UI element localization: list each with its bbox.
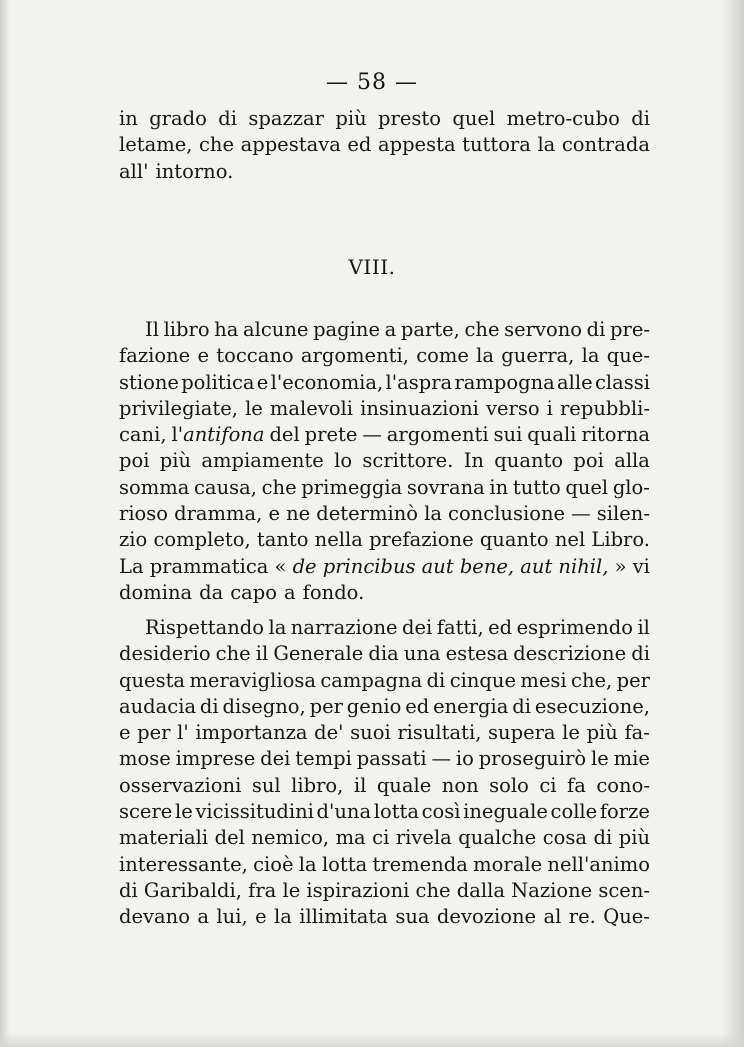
word: lui, bbox=[216, 905, 248, 929]
word: interessante, bbox=[119, 852, 248, 876]
word: che bbox=[464, 318, 500, 341]
word: prete bbox=[304, 423, 358, 447]
word: genio bbox=[346, 694, 402, 718]
word: alle bbox=[557, 370, 593, 394]
word: del bbox=[269, 423, 300, 447]
word: Libro. bbox=[591, 528, 650, 552]
word: argomenti bbox=[386, 423, 489, 447]
opening-text-block bbox=[119, 106, 650, 185]
word: che, bbox=[571, 668, 613, 692]
word: io bbox=[455, 747, 474, 771]
word: il bbox=[255, 642, 269, 666]
word: più bbox=[586, 721, 618, 745]
word: pre- bbox=[610, 318, 650, 341]
word: aut bbox=[421, 554, 454, 578]
text-line bbox=[119, 878, 650, 904]
word: nihil, bbox=[558, 554, 609, 578]
word: imprese bbox=[175, 747, 256, 771]
word: ed bbox=[347, 133, 372, 157]
word: que- bbox=[606, 344, 650, 368]
word: fazione bbox=[119, 344, 191, 368]
word: ed bbox=[405, 694, 430, 718]
word: e bbox=[255, 905, 267, 929]
word: contrada bbox=[561, 133, 650, 157]
word: dalla bbox=[456, 878, 505, 902]
word: per bbox=[309, 694, 343, 718]
word: cono- bbox=[596, 773, 650, 797]
word: scere bbox=[119, 800, 173, 824]
word: che bbox=[261, 475, 297, 499]
word: quali bbox=[527, 423, 577, 447]
word: lotta bbox=[373, 800, 420, 824]
text-line bbox=[119, 475, 650, 501]
word: tempi bbox=[295, 747, 352, 771]
word: pagine bbox=[313, 318, 380, 341]
word: solo bbox=[489, 773, 529, 797]
word: esprimendo bbox=[516, 616, 633, 639]
page-edge-bottom bbox=[0, 1033, 744, 1047]
word: mie bbox=[613, 747, 650, 771]
word: appestava bbox=[240, 133, 341, 157]
word: Il bbox=[145, 318, 159, 341]
word: nel bbox=[554, 528, 586, 552]
word: » bbox=[614, 554, 627, 578]
word: per bbox=[616, 668, 650, 692]
word: a bbox=[284, 580, 296, 604]
word: ispirazioni bbox=[306, 878, 410, 902]
word: di bbox=[593, 826, 613, 850]
word: tuttora bbox=[462, 133, 531, 157]
text-line bbox=[119, 773, 650, 799]
word: passati bbox=[356, 747, 427, 771]
word: nell'animo bbox=[547, 852, 650, 876]
word: di bbox=[426, 668, 446, 692]
word: fa- bbox=[624, 721, 650, 745]
word: dei bbox=[402, 616, 433, 639]
word: tutto bbox=[512, 475, 561, 499]
word: verso bbox=[485, 396, 540, 420]
word: più bbox=[618, 826, 650, 850]
word: più bbox=[159, 449, 192, 473]
word: di bbox=[218, 107, 237, 130]
text-line bbox=[119, 825, 650, 851]
word: suoi bbox=[350, 721, 391, 745]
word: grado bbox=[149, 107, 207, 130]
word: alcune bbox=[243, 318, 309, 341]
word: primeggia bbox=[301, 475, 403, 499]
word: sul bbox=[251, 773, 281, 797]
word: Que- bbox=[603, 905, 650, 929]
word: — bbox=[431, 747, 451, 771]
word: al bbox=[543, 905, 562, 929]
word: ci bbox=[372, 826, 390, 850]
word: dramma, bbox=[174, 502, 263, 526]
text-line bbox=[119, 852, 650, 878]
word: de' bbox=[314, 721, 344, 745]
text-line bbox=[119, 501, 650, 527]
word: più bbox=[335, 107, 367, 130]
word: illimitata bbox=[299, 905, 388, 929]
word: princibus bbox=[322, 554, 416, 578]
word: servono bbox=[504, 318, 583, 341]
word: dei bbox=[260, 747, 291, 771]
text-line bbox=[119, 746, 650, 772]
text-line bbox=[119, 554, 650, 580]
word: l'antifona bbox=[171, 423, 265, 447]
word: domina bbox=[119, 580, 193, 604]
word: devozione bbox=[436, 905, 537, 929]
page-number: — 58 — bbox=[326, 70, 418, 95]
word: fra bbox=[248, 878, 277, 902]
word: l' bbox=[177, 721, 189, 745]
word: l'aspra bbox=[385, 370, 453, 394]
word: così bbox=[421, 800, 461, 824]
word: letame, bbox=[119, 133, 193, 157]
word: mose bbox=[119, 747, 171, 771]
word: prammatica bbox=[149, 554, 269, 578]
word: supera bbox=[488, 721, 556, 745]
word: risultati, bbox=[397, 721, 482, 745]
word: aut bbox=[520, 554, 553, 578]
word: libro bbox=[163, 318, 210, 341]
text-line bbox=[119, 580, 650, 606]
word: intorno. bbox=[155, 159, 234, 183]
word: scrittore. bbox=[362, 449, 454, 473]
page-edge-right bbox=[722, 0, 744, 1047]
word: determinò bbox=[316, 502, 419, 526]
word: cioè bbox=[253, 852, 294, 876]
text-line bbox=[119, 396, 650, 422]
word: la bbox=[476, 344, 495, 368]
word: tanto bbox=[256, 528, 309, 552]
word: energia bbox=[433, 694, 509, 718]
word: quanto bbox=[494, 449, 564, 473]
word: sovrana bbox=[406, 475, 485, 499]
word: campagna bbox=[320, 668, 423, 692]
word: di bbox=[631, 642, 650, 666]
word: cani, bbox=[119, 423, 167, 447]
text-line bbox=[119, 422, 650, 448]
word: che bbox=[415, 878, 451, 902]
word: rivela bbox=[395, 826, 452, 850]
word: per bbox=[137, 721, 171, 745]
word: politica bbox=[181, 370, 255, 394]
word: stione bbox=[119, 370, 179, 394]
word: re. bbox=[568, 905, 596, 929]
word: quanto bbox=[479, 528, 549, 552]
word: bene, bbox=[459, 554, 515, 578]
word: il bbox=[637, 616, 650, 639]
word: a bbox=[197, 905, 210, 929]
word: le bbox=[562, 721, 580, 745]
word: parte, bbox=[400, 318, 460, 341]
word: del bbox=[214, 826, 245, 850]
paragraph-1 bbox=[119, 317, 650, 606]
word: Generale bbox=[273, 642, 364, 666]
word: i bbox=[546, 396, 553, 420]
word: la bbox=[298, 852, 317, 876]
word: capo bbox=[230, 580, 278, 604]
word: nemico, bbox=[251, 826, 330, 850]
word: la bbox=[274, 905, 292, 929]
text-line bbox=[119, 720, 650, 746]
word: ci bbox=[539, 773, 557, 797]
word: ed bbox=[488, 616, 513, 639]
word: importanza bbox=[195, 721, 308, 745]
word: — bbox=[571, 502, 591, 526]
word: la bbox=[424, 502, 442, 526]
word: privilegiate, bbox=[119, 396, 238, 420]
word: sua bbox=[395, 905, 430, 929]
word: ma bbox=[335, 826, 366, 850]
page-edge-left bbox=[0, 0, 10, 1047]
word: ampiamente bbox=[201, 449, 324, 473]
word: la bbox=[581, 344, 600, 368]
word: toccano bbox=[216, 344, 294, 368]
word: descrizione bbox=[513, 642, 627, 666]
word: classi bbox=[594, 370, 650, 394]
text-line bbox=[119, 615, 650, 641]
text-line bbox=[119, 370, 650, 396]
word: insinuazioni bbox=[360, 396, 479, 420]
word: che bbox=[199, 133, 235, 157]
text-line bbox=[119, 448, 650, 474]
word: glo- bbox=[612, 475, 650, 499]
word: la bbox=[537, 133, 556, 157]
word: ineguale bbox=[463, 800, 548, 824]
word: come bbox=[416, 344, 469, 368]
word: di bbox=[119, 878, 138, 902]
word: In bbox=[463, 449, 484, 473]
word: libro, bbox=[291, 773, 344, 797]
word: alla bbox=[614, 449, 650, 473]
text-line bbox=[119, 641, 650, 667]
word: proseguirò bbox=[478, 747, 587, 771]
word: argomenti, bbox=[300, 344, 409, 368]
word: de bbox=[292, 554, 317, 578]
word: tremenda bbox=[372, 852, 468, 876]
word: in bbox=[119, 107, 138, 130]
word: di bbox=[199, 694, 219, 718]
word: quale bbox=[376, 773, 432, 797]
word: all' bbox=[119, 159, 149, 183]
word: una bbox=[403, 642, 441, 666]
text-line bbox=[119, 527, 650, 553]
word: metro-cubo bbox=[506, 107, 620, 130]
word: completo, bbox=[153, 528, 251, 552]
word: zio bbox=[119, 528, 148, 552]
word: spazzar bbox=[248, 107, 324, 130]
word: osservazioni bbox=[119, 773, 242, 797]
text-line bbox=[119, 343, 650, 369]
word: morale bbox=[473, 852, 543, 876]
word: fatti, bbox=[436, 616, 484, 639]
text-line bbox=[119, 132, 650, 158]
word: cosa bbox=[542, 826, 588, 850]
word: questa bbox=[119, 668, 186, 692]
word: presto bbox=[378, 107, 441, 130]
word: in bbox=[489, 475, 509, 499]
text-line bbox=[119, 694, 650, 720]
text-line bbox=[119, 317, 650, 343]
word: dia bbox=[368, 642, 399, 666]
word: che bbox=[215, 642, 251, 666]
word: quel bbox=[452, 107, 496, 130]
word: poi bbox=[119, 449, 150, 473]
word: le bbox=[282, 878, 301, 902]
word: la bbox=[268, 616, 287, 639]
word: l'economia, bbox=[270, 370, 384, 394]
word: quel bbox=[565, 475, 609, 499]
word: fondo. bbox=[302, 580, 365, 604]
word: forze bbox=[599, 800, 650, 824]
word: ha bbox=[214, 318, 239, 341]
word: narrazione bbox=[290, 616, 398, 639]
text-line bbox=[119, 904, 650, 930]
word: colle bbox=[550, 800, 598, 824]
word: di bbox=[586, 318, 606, 341]
word: « bbox=[274, 554, 287, 578]
word: il bbox=[353, 773, 367, 797]
word: poi bbox=[573, 449, 604, 473]
word: scen- bbox=[598, 878, 650, 902]
word: lotta bbox=[321, 852, 368, 876]
text-line bbox=[119, 159, 650, 185]
word: somma bbox=[119, 475, 190, 499]
word: le bbox=[591, 747, 609, 771]
word: ritorna bbox=[581, 423, 650, 447]
word: lo bbox=[334, 449, 353, 473]
word: silen- bbox=[596, 502, 650, 526]
word: e bbox=[197, 344, 210, 368]
word: e bbox=[119, 721, 131, 745]
word: desiderio bbox=[119, 642, 211, 666]
word: le bbox=[174, 800, 193, 824]
word: rioso bbox=[119, 502, 169, 526]
word: vicissitudini bbox=[195, 800, 314, 824]
word: rampogna bbox=[454, 370, 555, 394]
text-line bbox=[119, 668, 650, 694]
word: non bbox=[441, 773, 479, 797]
word: disegno, bbox=[222, 694, 306, 718]
word: d'una bbox=[316, 800, 372, 824]
word: estesa bbox=[445, 642, 509, 666]
word: a bbox=[384, 318, 397, 341]
word: conclusione bbox=[448, 502, 566, 526]
word: malevoli bbox=[269, 396, 354, 420]
word: cinque bbox=[449, 668, 516, 692]
word: sui bbox=[493, 423, 523, 447]
word: e bbox=[256, 370, 269, 394]
word: devano bbox=[119, 905, 190, 929]
word: appesta bbox=[377, 133, 456, 157]
word: di bbox=[631, 107, 650, 130]
word: fa bbox=[567, 773, 586, 797]
word: mesi bbox=[520, 668, 567, 692]
word: Garibaldi, bbox=[143, 878, 242, 902]
word: nella bbox=[314, 528, 363, 552]
word: materiali bbox=[119, 826, 209, 850]
word: esecuzione, bbox=[534, 694, 650, 718]
word: guerra, bbox=[501, 344, 575, 368]
word: le bbox=[245, 396, 263, 420]
word: repubbli- bbox=[559, 396, 650, 420]
word: vi bbox=[632, 554, 650, 578]
word: audacia bbox=[119, 694, 197, 718]
text-line bbox=[119, 106, 650, 132]
word: di bbox=[512, 694, 531, 718]
word: meravigliosa bbox=[189, 668, 316, 692]
text-line bbox=[119, 799, 650, 825]
word: e bbox=[268, 502, 280, 526]
paragraph-2 bbox=[119, 615, 650, 931]
word: da bbox=[199, 580, 224, 604]
word: causa, bbox=[194, 475, 257, 499]
word: — bbox=[362, 423, 382, 447]
word: Rispettando bbox=[145, 616, 265, 639]
section-heading: VIII. bbox=[348, 255, 396, 279]
word: Nazione bbox=[511, 878, 593, 902]
word: prefazione bbox=[369, 528, 474, 552]
word: qualche bbox=[458, 826, 537, 850]
word: ne bbox=[286, 502, 311, 526]
word: La bbox=[119, 554, 144, 578]
